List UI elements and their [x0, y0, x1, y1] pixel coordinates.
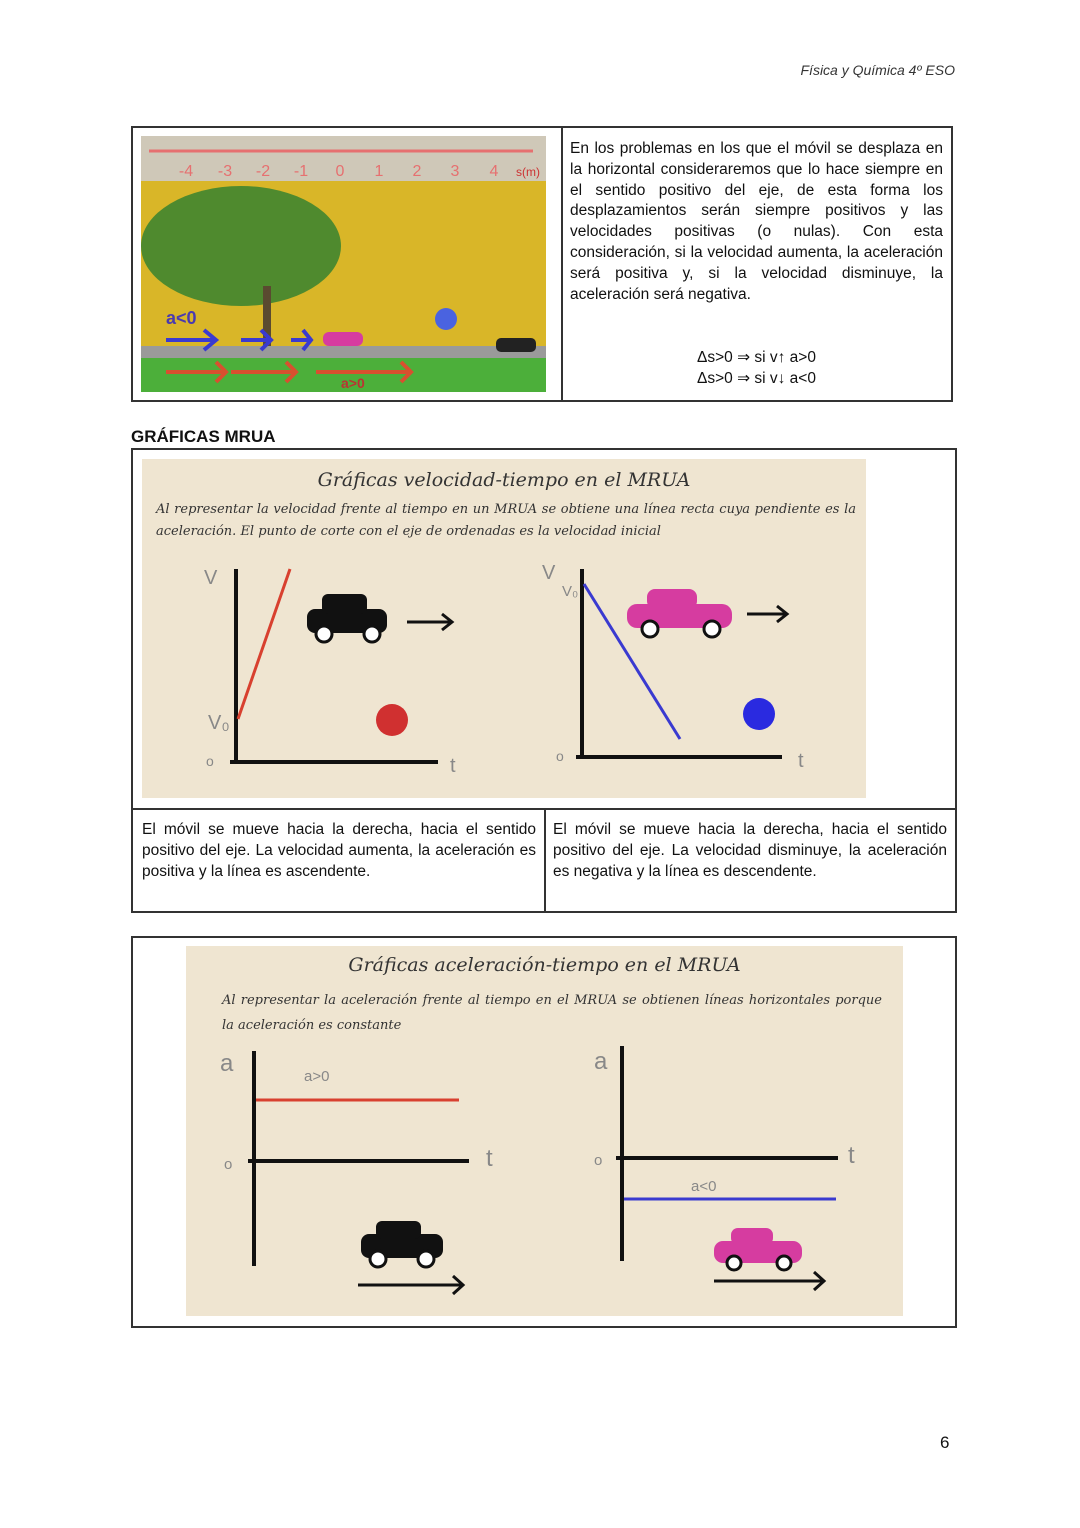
- svg-text:t: t: [798, 750, 804, 772]
- car-black-icon: [361, 1221, 443, 1267]
- velocity-title: Gráficas velocidad-tiempo en el MRUA: [317, 469, 691, 491]
- svg-text:V₀: V₀: [562, 583, 579, 600]
- acceleration-title: Gráficas aceleración-tiempo en el MRUA: [348, 954, 741, 976]
- svg-text:V: V: [204, 567, 218, 589]
- caption-right: El móvil se mueve hacia la derecha, hacia el sentido positivo del eje. La velocidad disminuye, la aceleración es negativa y la línea es descendente.: [553, 821, 947, 880]
- intro-rules: [570, 347, 943, 389]
- axis-ticks: [179, 163, 499, 180]
- svg-text:V: V: [542, 562, 556, 584]
- acceleration-graphs-image: [186, 946, 903, 1316]
- svg-text:V₀: V₀: [208, 712, 230, 734]
- svg-text:a<0: a<0: [166, 308, 197, 328]
- car-black-icon: [307, 594, 387, 642]
- acceleration-table: [131, 936, 957, 1328]
- svg-text:-4: -4: [178, 163, 194, 180]
- page-header: Física y Química 4º ESO: [800, 62, 955, 78]
- arrow-right-icon: [358, 1276, 463, 1294]
- svg-text:t: t: [450, 755, 456, 777]
- play-button-red[interactable]: [376, 704, 408, 736]
- svg-text:a<0: a<0: [691, 1178, 717, 1195]
- velocity-graphs-image: [142, 459, 866, 798]
- velocity-charts: [142, 554, 866, 798]
- play-button-blue[interactable]: [743, 698, 775, 730]
- acceleration-description: Al representar la aceleración frente al tiempo en el MRUA se obtienen líneas horizontales porque la aceleración es constante: [222, 993, 882, 1033]
- intro-text: En los problemas en los que el móvil se desplaza en la horizontal consideraremos que lo hace siempre en el sentido positivo del eje, de esta forma los desplazamientos serán siempre positivos y las velocidades positivas (o nulas). Con esta consideración, si la velocidad aumenta, la aceleración será positiva y, si la velocidad disminuye, la aceleración será negativa.: [570, 140, 943, 303]
- arrow-right-icon: [407, 614, 452, 630]
- arrow-right-icon: [747, 606, 787, 622]
- velocity-table: [131, 448, 957, 913]
- arrow-right-icon: [714, 1272, 824, 1290]
- svg-text:s(m): s(m): [516, 165, 540, 179]
- svg-text:o: o: [556, 748, 564, 764]
- svg-text:a>0: a>0: [341, 375, 365, 391]
- svg-text:-3: -3: [217, 163, 233, 180]
- svg-text:a: a: [220, 1050, 234, 1077]
- road-illustration: [141, 136, 546, 392]
- table-divider: [561, 128, 563, 400]
- svg-text:0: 0: [335, 163, 345, 180]
- svg-text:2: 2: [412, 163, 422, 180]
- svg-text:a>0: a>0: [304, 1068, 330, 1085]
- cell-divider: [544, 808, 546, 911]
- velocity-increasing-line: [238, 569, 290, 719]
- section-title: GRÁFICAS MRUA: [131, 427, 276, 446]
- intro-table: [131, 126, 953, 402]
- svg-text:1: 1: [374, 163, 384, 180]
- velocity-description: Al representar la velocidad frente al tiempo en un MRUA se obtiene una línea recta cuya pendiente es la aceleración. El punto de corte con el eje de ordenadas es la velocidad inicial: [156, 502, 856, 539]
- svg-text:t: t: [848, 1142, 855, 1169]
- svg-text:-1: -1: [293, 163, 309, 180]
- acceleration-charts: [186, 1041, 903, 1316]
- car-pink-icon: [714, 1228, 802, 1270]
- svg-text:o: o: [206, 753, 214, 769]
- svg-text:-2: -2: [255, 163, 271, 180]
- svg-text:3: 3: [450, 163, 460, 180]
- page-number: 6: [940, 1433, 950, 1452]
- rule-increasing: Δs>0 ⇒ si v↑ a>0: [697, 349, 816, 366]
- svg-text:a: a: [594, 1048, 608, 1075]
- caption-left: El móvil se mueve hacia la derecha, hacia el sentido positivo del eje. La velocidad aumenta, la aceleración es positiva y la línea es ascendente.: [142, 821, 536, 880]
- rule-decreasing: Δs>0 ⇒ si v↓ a<0: [697, 370, 816, 387]
- svg-text:4: 4: [489, 163, 499, 180]
- svg-text:t: t: [486, 1145, 493, 1172]
- svg-text:o: o: [224, 1156, 233, 1173]
- svg-text:o: o: [594, 1152, 603, 1169]
- car-pink-icon: [627, 589, 732, 637]
